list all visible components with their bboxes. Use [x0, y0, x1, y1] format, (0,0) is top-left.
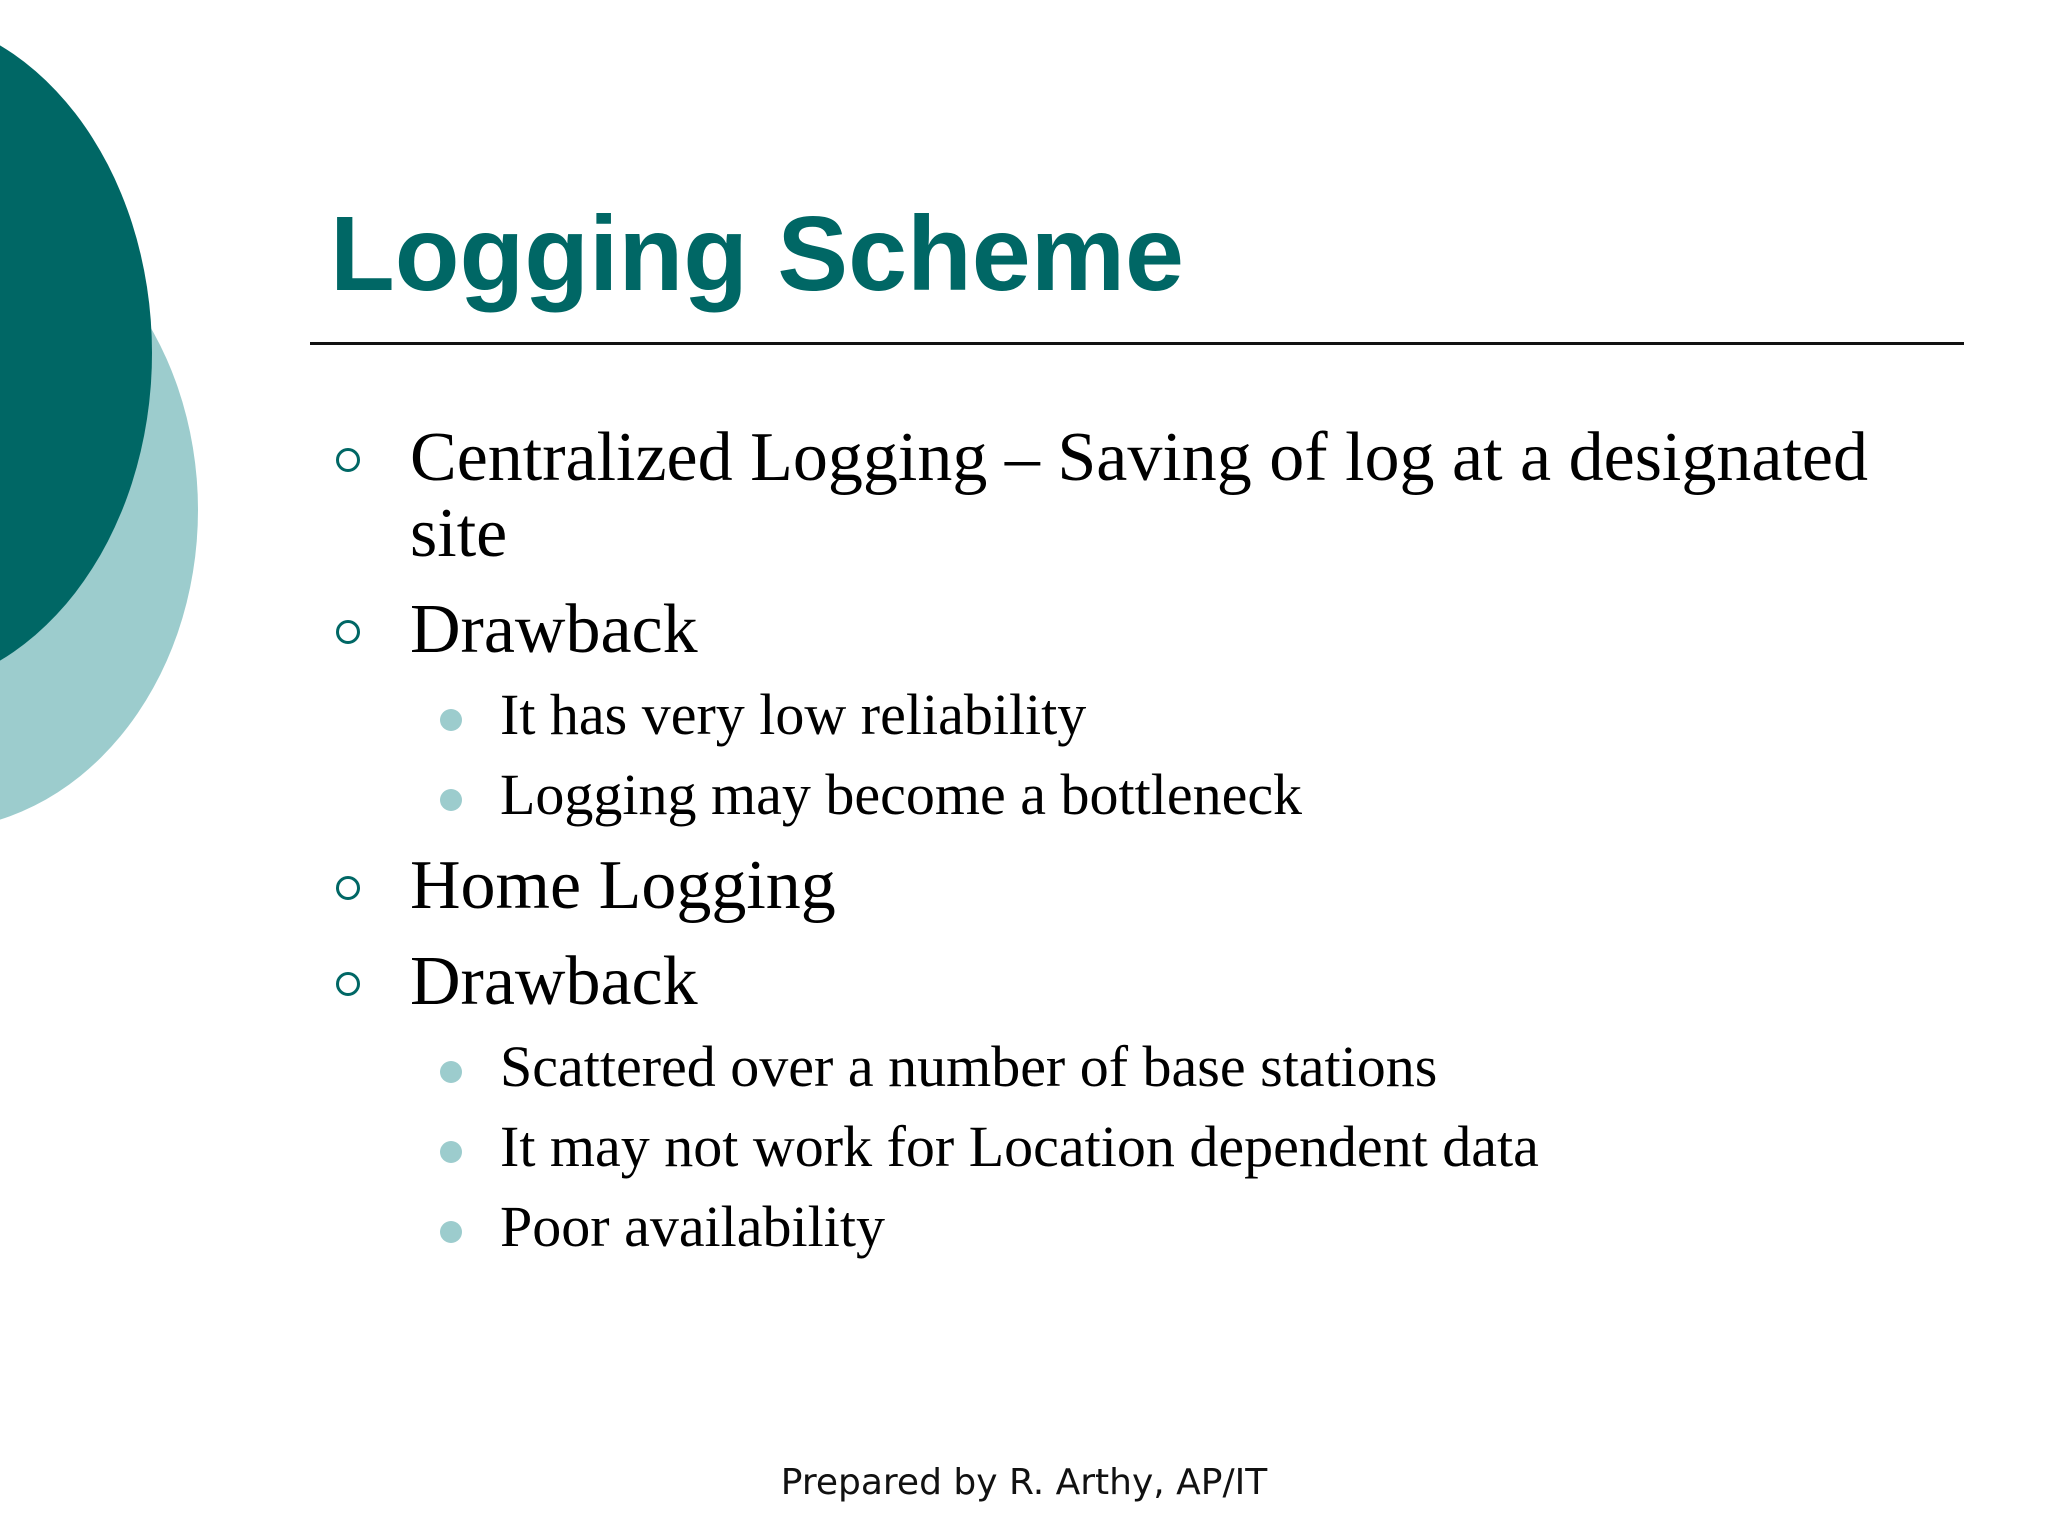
bullet-item — [330, 420, 1950, 572]
sub-bullet-text: It has very low reliability — [500, 682, 1087, 747]
dot-bullet-icon — [440, 1141, 462, 1163]
sub-bullet-text: It may not work for Location dependent data — [500, 1114, 1539, 1179]
hollow-circle-bullet-icon — [336, 972, 360, 996]
bullet-list — [330, 420, 1950, 1260]
slide-title: Logging Scheme — [330, 195, 1184, 313]
dot-bullet-icon — [440, 709, 462, 731]
sub-bullet-item — [330, 762, 1950, 828]
sub-bullet-list — [330, 682, 1950, 828]
bullet-text: Drawback — [410, 943, 698, 1020]
sub-bullet-text: Scattered over a number of base stations — [500, 1034, 1438, 1099]
hollow-circle-bullet-icon — [336, 620, 360, 644]
hollow-circle-bullet-icon — [336, 876, 360, 900]
sub-bullet-item — [330, 682, 1950, 748]
bullet-text: Centralized Logging – Saving of log at a designated site — [410, 419, 1868, 572]
sub-bullet-text: Logging may become a bottleneck — [500, 762, 1303, 827]
sub-bullet-item — [330, 1194, 1950, 1260]
dot-bullet-icon — [440, 1061, 462, 1083]
sub-bullet-item — [330, 1034, 1950, 1100]
dot-bullet-icon — [440, 789, 462, 811]
bullet-item — [330, 848, 1950, 924]
title-divider — [310, 342, 1964, 345]
sub-bullet-item — [330, 1114, 1950, 1180]
sub-bullet-text: Poor availability — [500, 1194, 885, 1259]
hollow-circle-bullet-icon — [336, 448, 360, 472]
bullet-text: Drawback — [410, 591, 698, 668]
bullet-text: Home Logging — [410, 847, 836, 924]
bullet-item — [330, 592, 1950, 668]
slide-footer: Prepared by R. Arthy, AP/IT — [780, 1462, 1268, 1503]
bullet-item — [330, 944, 1950, 1020]
dot-bullet-icon — [440, 1221, 462, 1243]
sub-bullet-list — [330, 1034, 1950, 1260]
